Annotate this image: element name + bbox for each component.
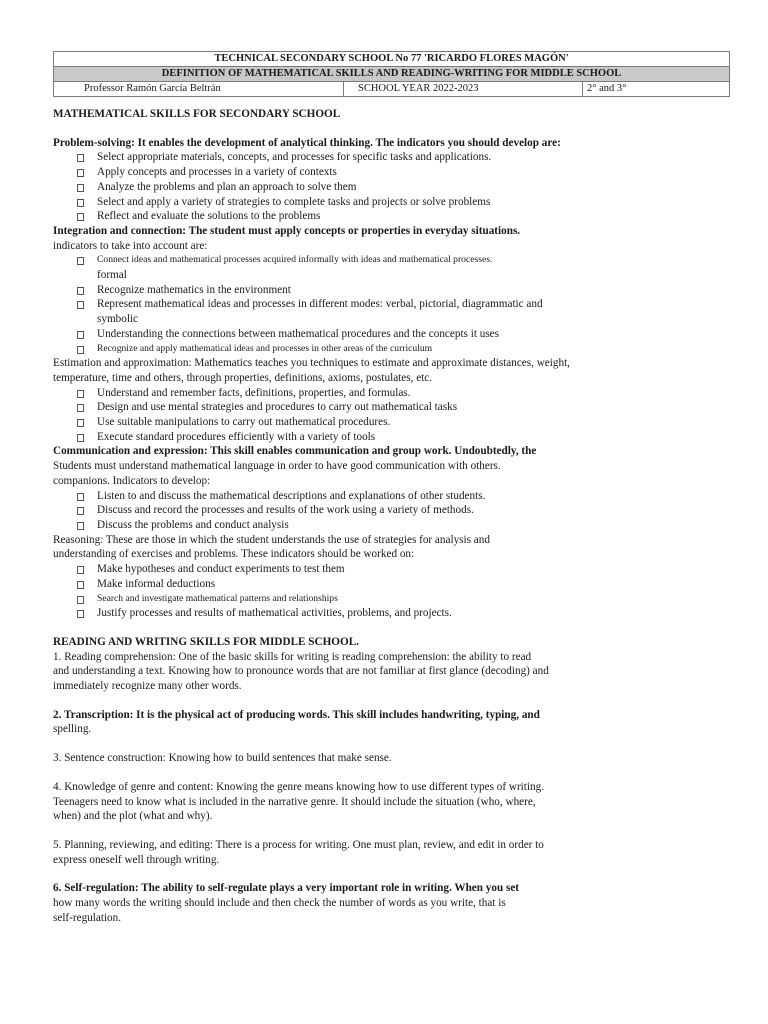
list-item: Understanding the connections between mathematical procedures and the concepts it uses <box>53 327 730 342</box>
estimation-list <box>53 386 730 445</box>
reasoning-line-1: Reasoning: These are those in which the student understands the use of strategies for analysis and <box>53 533 490 546</box>
list-item: Connect ideas and mathematical processes acquired informally with ideas and mathematical processes. <box>53 253 730 268</box>
reading-p6-line-2: how many words the writing should include and then check the number of words as you write, that is <box>53 897 506 910</box>
list-item: Use suitable manipulations to carry out mathematical procedures. <box>53 415 730 430</box>
reading-p6-line-3: self-regulation. <box>53 911 122 924</box>
reading-p2-rest: spelling. <box>53 723 92 736</box>
list-item: Make informal deductions <box>53 577 730 592</box>
reading-p3: 3. Sentence construction: Knowing how to build sentences that make sense. <box>53 752 392 765</box>
communication-line-2: Students must understand mathematical language in order to have good communication with others. <box>53 460 501 473</box>
reading-p1-line-1: 1. Reading comprehension: One of the basic skills for writing is reading comprehension: the ability to read <box>53 650 532 663</box>
checkbox-bullet-icon <box>77 493 84 501</box>
estimation-line-1: Estimation and approximation: Mathematics teaches you techniques to estimate and approximate distances, weight, <box>53 357 570 370</box>
list-item: Recognize and apply mathematical ideas and processes in other areas of the curriculum <box>53 342 730 357</box>
school-name: TECHNICAL SECONDARY SCHOOL No 77 'RICARDO FLORES MAGÓN' <box>54 52 730 67</box>
document-body <box>53 107 730 925</box>
checkbox-bullet-icon <box>77 566 84 574</box>
list-item: Select appropriate materials, concepts, and processes for specific tasks and applications. <box>53 150 730 165</box>
checkbox-bullet-icon <box>77 346 84 354</box>
reading-p2-bold: 2. Transcription: It is the physical act of producing words. This skill includes handwriting, typing, and <box>53 708 540 721</box>
reading-p5-line-1: 5. Planning, reviewing, and editing: There is a process for writing. One must plan, review, and edit in order to <box>53 838 544 851</box>
reading-p4-line-3: when) and the plot (what and why). <box>53 810 213 823</box>
professor-name: Professor Ramón García Beltrán <box>54 82 344 97</box>
list-item: Represent mathematical ideas and processes in different modes: verbal, pictorial, diagrammatic and <box>53 297 730 312</box>
math-section-title: MATHEMATICAL SKILLS FOR SECONDARY SCHOOL <box>53 108 341 120</box>
checkbox-bullet-icon <box>77 199 84 207</box>
list-item: Search and investigate mathematical patterns and relationships <box>53 592 730 607</box>
checkbox-bullet-icon <box>77 184 84 192</box>
checkbox-bullet-icon <box>77 404 84 412</box>
school-year: SCHOOL YEAR 2022-2023 <box>344 82 583 97</box>
communication-list <box>53 489 730 533</box>
list-item-continuation: symbolic <box>97 313 139 326</box>
integration-heading: Integration and connection: The student must apply concepts or properties in everyday situations. <box>53 224 521 237</box>
communication-line-3: companions. Indicators to develop: <box>53 474 211 487</box>
checkbox-bullet-icon <box>77 419 84 427</box>
integration-intro: indicators to take into account are: <box>53 239 208 252</box>
checkbox-bullet-icon <box>77 434 84 442</box>
reading-p4-line-1: 4. Knowledge of genre and content: Knowing the genre means knowing how to use different types of writing. <box>53 780 544 793</box>
reading-p4-line-2: Teenagers need to know what is included in the narrative genre. It should include the situation (who, where, <box>53 795 536 808</box>
list-item: Apply concepts and processes in a variety of contexts <box>53 165 730 180</box>
problem-solving-heading: Problem-solving: It enables the development of analytical thinking. The indicators you should develop are: <box>53 136 561 149</box>
list-item: Discuss the problems and conduct analysis <box>53 518 730 533</box>
checkbox-bullet-icon <box>77 610 84 618</box>
grades: 2° and 3° <box>583 82 730 97</box>
problem-solving-list <box>53 150 730 224</box>
checkbox-bullet-icon <box>77 257 84 265</box>
list-item-continuation: formal <box>97 269 127 282</box>
definition-title: DEFINITION OF MATHEMATICAL SKILLS AND READING-WRITING FOR MIDDLE SCHOOL <box>54 67 730 82</box>
reading-p5-line-2: express oneself well through writing. <box>53 853 220 866</box>
list-item: Listen to and discuss the mathematical descriptions and explanations of other students. <box>53 489 730 504</box>
reading-p1-line-2: and understanding a text. Knowing how to pronounce words that are not familiar at first glance (decoding) and <box>53 665 549 678</box>
list-item: Justify processes and results of mathematical activities, problems, and projects. <box>53 606 730 621</box>
integration-list <box>53 253 730 356</box>
communication-heading: Communication and expression: This skill enables communication and group work. Undoubtedly, the <box>53 445 537 458</box>
checkbox-bullet-icon <box>77 596 84 604</box>
list-item: Select and apply a variety of strategies to complete tasks and projects or solve problems <box>53 195 730 210</box>
list-item: Design and use mental strategies and procedures to carry out mathematical tasks <box>53 400 730 415</box>
checkbox-bullet-icon <box>77 507 84 515</box>
checkbox-bullet-icon <box>77 390 84 398</box>
reading-section-title: READING AND WRITING SKILLS FOR MIDDLE SCHOOL. <box>53 635 359 648</box>
checkbox-bullet-icon <box>77 213 84 221</box>
list-item: Discuss and record the processes and results of the work using a variety of methods. <box>53 503 730 518</box>
list-item: Make hypotheses and conduct experiments to test them <box>53 562 730 577</box>
reasoning-line-2: understanding of exercises and problems. These indicators should be worked on: <box>53 548 415 561</box>
checkbox-bullet-icon <box>77 581 84 589</box>
list-item: Execute standard procedures efficiently with a variety of tools <box>53 430 730 445</box>
checkbox-bullet-icon <box>77 287 84 295</box>
reasoning-list <box>53 562 730 621</box>
checkbox-bullet-icon <box>77 154 84 162</box>
list-item: Understand and remember facts, definitions, properties, and formulas. <box>53 386 730 401</box>
reading-p1-line-3: immediately recognize many other words. <box>53 680 242 693</box>
document-page <box>53 51 730 925</box>
checkbox-bullet-icon <box>77 331 84 339</box>
checkbox-bullet-icon <box>77 169 84 177</box>
checkbox-bullet-icon <box>77 522 84 530</box>
estimation-line-2: temperature, time and others, through properties, definitions, axioms, postulates, etc. <box>53 371 433 384</box>
list-item: Recognize mathematics in the environment <box>53 283 730 298</box>
list-item: Analyze the problems and plan an approach to solve them <box>53 180 730 195</box>
checkbox-bullet-icon <box>77 301 84 309</box>
list-item: Reflect and evaluate the solutions to the problems <box>53 209 730 224</box>
header-table <box>53 51 730 97</box>
reading-p6-bold: 6. Self-regulation: The ability to self-regulate plays a very important role in writing. When you set <box>53 882 520 895</box>
